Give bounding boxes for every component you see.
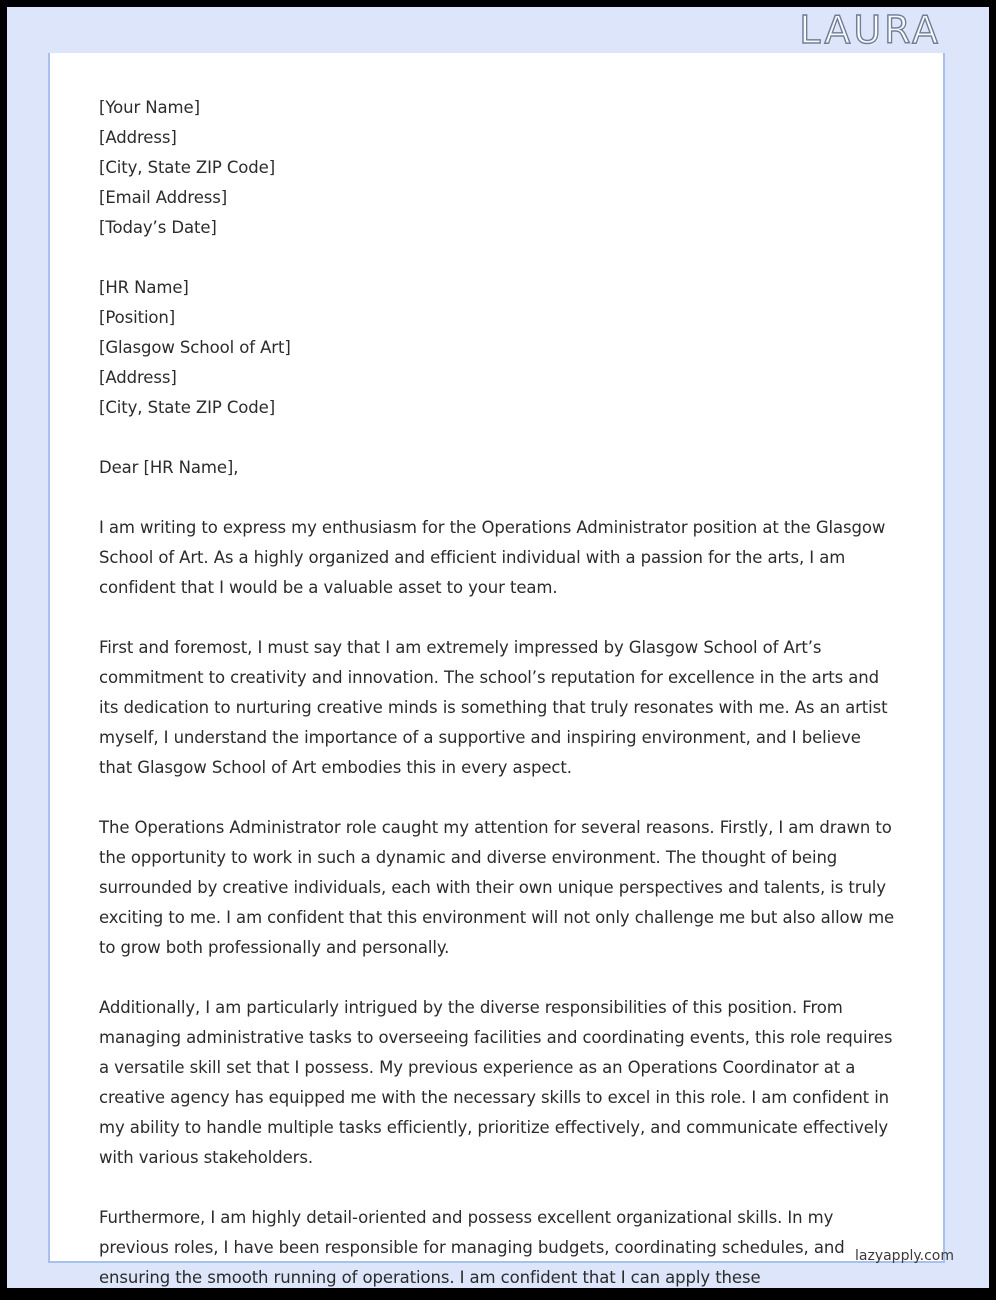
letterhead: [7, 7, 989, 53]
salutation: Dear [HR Name],: [99, 458, 239, 477]
recipient-address-line: [City, State ZIP Code]: [99, 398, 276, 417]
recipient-address-line: [Position]: [99, 308, 176, 327]
brand-wordmark: LAURA: [799, 8, 941, 52]
recipient-address-line: [Glasgow School of Art]: [99, 338, 291, 357]
letter-paragraph: Furthermore, I am highly detail-oriented and possess excellent organizational skills. In my previous roles, I have been responsible for managing budgets, coordinating schedules, and ensuring the smooth running of operations. I am confident that I can apply these: [99, 1208, 845, 1287]
letter-body: [99, 93, 896, 1288]
recipient-address-line: [Address]: [99, 368, 177, 387]
letter-paragraph: First and foremost, I must say that I am extremely impressed by Glasgow School of Art’s commitment to creativity and innovation. The school’s reputation for excellence in the arts and its dedication to nurturing creative minds is something that truly resonates with me. As an artist myself, I understand the importance of a supportive and inspiring environment, and I believe that Glasgow School of Art embodies this in every aspect.: [99, 638, 888, 777]
sender-address-line: [City, State ZIP Code]: [99, 158, 276, 177]
sender-address-line: [Address]: [99, 128, 177, 147]
watermark: lazyapply.com: [855, 1248, 954, 1264]
recipient-address-line: [HR Name]: [99, 278, 189, 297]
sender-address-block: [99, 93, 896, 243]
document-canvas: [7, 7, 989, 1288]
letter-paragraph: I am writing to express my enthusiasm for the Operations Administrator position at the Glasgow School of Art. As a highly organized and efficient individual with a passion for the arts, I am confident that I would be a valuable asset to your team.: [99, 518, 886, 597]
sender-address-line: [Email Address]: [99, 188, 228, 207]
sender-address-line: [Today’s Date]: [99, 218, 217, 237]
letter-paragraph: The Operations Administrator role caught my attention for several reasons. Firstly, I am drawn to the opportunity to work in such a dynamic and diverse environment. The thought of being surrounded by creative individuals, each with their own unique perspectives and talents, is truly exciting to me. I am confident that this environment will not only challenge me but also allow me to grow both professionally and personally.: [99, 818, 895, 957]
letter-paragraph: Additionally, I am particularly intrigued by the diverse responsibilities of this position. From managing administrative tasks to overseeing facilities and coordinating events, this role requires a versatile skill set that I possess. My previous experience as an Operations Coordinator at a creative agency has equipped me with the necessary skills to excel in this role. I am confident in my ability to handle multiple tasks efficiently, prioritize effectively, and communicate effectively with various stakeholders.: [99, 998, 893, 1167]
sender-address-line: [Your Name]: [99, 98, 200, 117]
recipient-address-block: [99, 273, 896, 423]
